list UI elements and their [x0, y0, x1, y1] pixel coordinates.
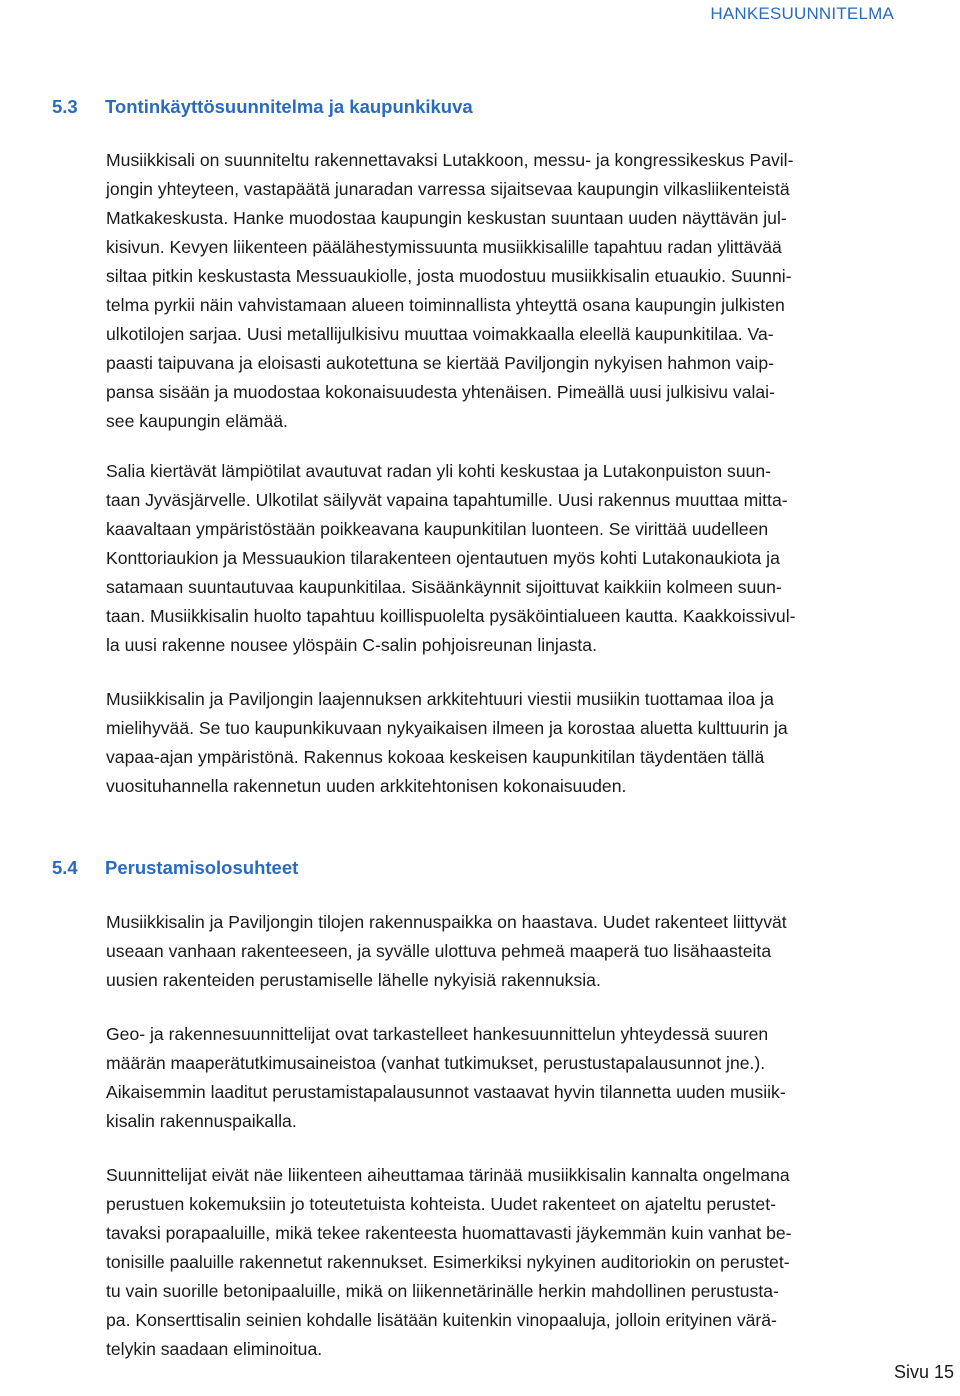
text-line: tavaksi porapaaluille, mikä tekee rakenteesta huomattavasti jäykemmän kuin vanhat be-: [106, 1223, 792, 1243]
text-line: paasti taipuvana ja eloisasti aukotettuna se kiertää Paviljongin nykyisen hahmon vaip-: [106, 353, 774, 373]
text-line: Musiikkisalin ja Paviljongin tilojen rakennuspaikka on haastava. Uudet rakenteet liittyvät: [106, 912, 787, 932]
text-line: Geo- ja rakennesuunnittelijat ovat tarkastelleet hankesuunnittelun yhteydessä suuren: [106, 1024, 769, 1044]
section-heading-5-4: [52, 857, 298, 879]
section-number: 5.3: [52, 96, 78, 117]
paragraph: [106, 1161, 902, 1364]
paragraph: [106, 908, 902, 995]
section-title: Perustamisolosuhteet: [105, 857, 299, 878]
text-line: telykin saadaan eliminoitua.: [106, 1339, 323, 1359]
text-line: tu vain suorille betonipaaluille, mikä on liikennetärinälle herkin mahdollinen perustusta-: [106, 1281, 779, 1301]
text-line: perustuen kokemuksiin jo toteutetuista kohteista. Uudet rakenteet on ajateltu perustet-: [106, 1194, 776, 1214]
text-line: Musiikkisalin ja Paviljongin laajennuksen arkkitehtuuri viestii musiikin tuottamaa iloa ja: [106, 689, 774, 709]
text-line: kisivun. Kevyen liikenteen päälähestymissuunta musiikkisalille tapahtuu radan ylittävää: [106, 237, 782, 257]
text-line: telma pyrkii näin vahvistamaan alueen toiminnallista yhteyttä osana kaupungin julkisten: [106, 295, 785, 315]
text-line: Salia kiertävät lämpiötilat avautuvat radan yli kohti keskustaa ja Lutakonpuiston suun-: [106, 461, 772, 481]
text-line: uusien rakenteiden perustamiselle lähelle nykyisiä rakennuksia.: [106, 970, 601, 990]
text-line: useaan vanhaan rakenteeseen, ja syvälle ulottuva pehmeä maaperä tuo lisähaasteita: [106, 941, 772, 961]
text-line: ulkotilojen sarjaa. Uusi metallijulkisivu muuttaa voimakkaalla eleellä kaupunkitilaa. Va-: [106, 324, 774, 344]
text-line: taan Jyväsjärvelle. Ulkotilat säilyvät vapaina tapahtumille. Uusi rakennus muuttaa mitta-: [106, 490, 788, 510]
text-line: Matkakeskusta. Hanke muodostaa kaupungin keskustan suuntaan uuden näyttävän jul-: [106, 208, 787, 228]
text-line: mielihyvää. Se tuo kaupunkikuvaan nykyaikaisen ilmeen ja korostaa aluetta kulttuurin ja: [106, 718, 788, 738]
text-line: siltaa pitkin keskustasta Messuaukiolle, josta muodostuu musiikkisalin etuaukio. Suunni-: [106, 266, 792, 286]
page-number: 15: [933, 1362, 954, 1382]
paragraph: [106, 146, 902, 436]
page-label: Sivu: [893, 1362, 929, 1382]
paragraph: [106, 685, 902, 801]
paragraph: [106, 457, 902, 660]
document-header-title: HANKESUUNNITELMA: [710, 4, 894, 23]
text-line: la uusi rakenne nousee ylöspäin C-salin pohjoisreunan linjasta.: [106, 635, 597, 655]
text-line: satamaan suuntautuvaa kaupunkitilaa. Sisäänkäynnit sijoittuvat kaikkiin kolmeen suun-: [106, 577, 782, 597]
section-number: 5.4: [52, 857, 78, 878]
text-line: määrän maaperätutkimusaineistoa (vanhat tutkimukset, perustustapalausunnot jne.).: [106, 1053, 766, 1073]
text-line: Aikaisemmin laaditut perustamistapalausunnot vastaavat hyvin tilannetta uuden musiik-: [106, 1082, 786, 1102]
section-heading-5-3: [52, 96, 473, 118]
text-line: vuosituhannella rakennetun uuden arkkitehtonisen kokonaisuuden.: [106, 776, 627, 796]
text-line: taan. Musiikkisalin huolto tapahtuu koillispuolelta pysäköintialueen kautta. Kaakkoissivul-: [106, 606, 796, 626]
paragraph: [106, 1020, 902, 1136]
text-line: jongin yhteyteen, vastapäätä junaradan varressa sijaitsevaa kaupungin vilkasliikenteistä: [106, 179, 790, 199]
text-line: Konttoriaukion ja Messuaukion tilarakenteen ojentautuen myös kohti Lutakonaukiota ja: [106, 548, 780, 568]
section-title: Tontinkäyttösuunnitelma ja kaupunkikuva: [105, 96, 473, 117]
text-line: vapaa-ajan ympäristönä. Rakennus kokoaa keskeisen kaupunkitilan täydentäen tällä: [106, 747, 765, 767]
text-line: tonisille paaluille rakennetut rakennukset. Esimerkiksi nykyinen auditoriokin on perustet-: [106, 1252, 790, 1272]
text-line: Musiikkisali on suunniteltu rakennettavaksi Lutakkoon, messu- ja kongressikeskus Pavil-: [106, 150, 794, 170]
page-footer: [894, 1362, 954, 1383]
text-line: pansa sisään ja muodostaa kokonaisuudesta yhtenäisen. Pimeällä uusi julkisivu valai-: [106, 382, 775, 402]
text-line: kisalin rakennuspaikalla.: [106, 1111, 297, 1131]
text-line: pa. Konserttisalin seinien kohdalle lisätään kuitenkin vinopaaluja, jolloin erityinen värä-: [106, 1310, 777, 1330]
text-line: Suunnittelijat eivät näe liikenteen aiheuttamaa tärinää musiikkisalin kannalta ongelmana: [106, 1165, 790, 1185]
text-line: see kaupungin elämää.: [106, 411, 288, 431]
text-line: kaavaltaan ympäristöstään poikkeavana kaupunkitilan luonteen. Se virittää uudelleen: [106, 519, 769, 539]
